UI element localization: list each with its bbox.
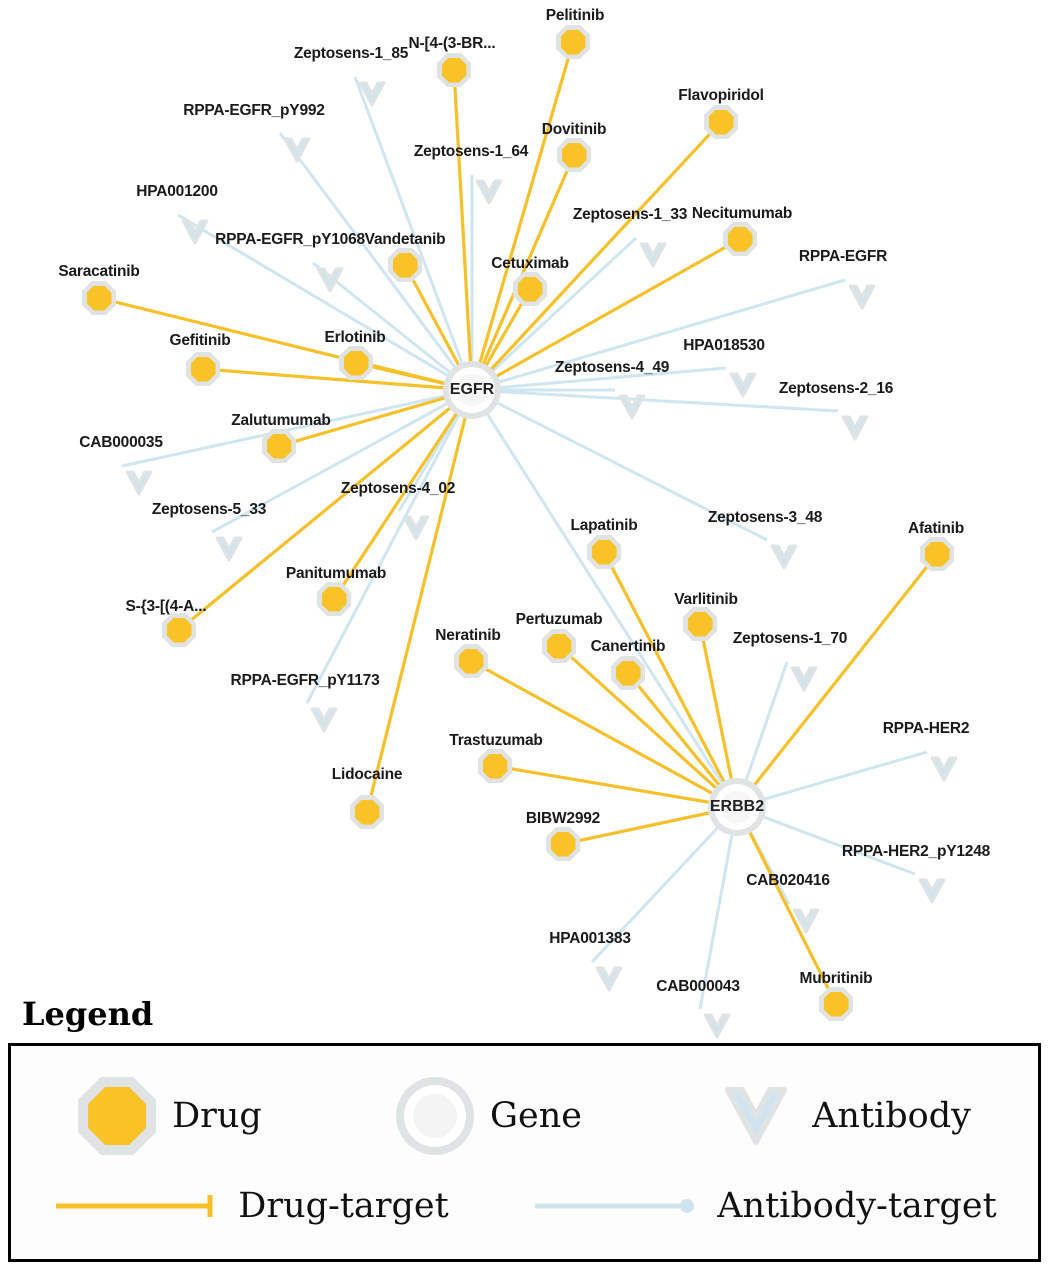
antibody-chevron-icon: [767, 540, 801, 574]
drug-node-label: N-[4-(3-BR...: [408, 35, 496, 52]
drug-node-label: Vandetanib: [364, 231, 446, 248]
antibody-node-label: RPPA-EGFR_pY992: [183, 102, 325, 119]
edge: [737, 554, 937, 807]
antibody-chevron-icon: [927, 752, 961, 786]
antibody-chevron-icon: [399, 511, 433, 545]
drug-node-label: Saracatinib: [58, 263, 140, 280]
drug-node[interactable]: [82, 281, 116, 315]
drug-octagon-icon: [683, 607, 717, 641]
antibody-node-label: HPA001200: [136, 183, 218, 200]
antibody-chevron-icon: [838, 411, 872, 445]
drug-node[interactable]: [388, 248, 422, 282]
drug-node-label: Erlotinib: [324, 329, 386, 346]
drug-octagon-icon: [350, 795, 384, 829]
antibody-node-label: Zeptosens-3_48: [707, 509, 823, 526]
drug-octagon-icon: [437, 53, 471, 87]
drug-node-label: Lapatinib: [570, 517, 638, 534]
antibody-chevron-icon: [313, 263, 347, 297]
antibody-node-label: Zeptosens-5_33: [151, 501, 267, 518]
drug-node-label: Pertuzumab: [515, 611, 603, 628]
drug-octagon-icon: [82, 281, 116, 315]
drug-octagon-icon: [78, 1077, 156, 1155]
antibody-chevron-icon: [915, 874, 949, 908]
antibody-node-label: HPA001383: [549, 930, 631, 947]
antibody-node-label: Zeptosens-1_33: [572, 206, 688, 223]
drug-octagon-icon: [162, 613, 196, 647]
antibody-node-label: CAB000035: [79, 434, 163, 451]
antibody-chevron-icon: [700, 1009, 734, 1043]
drug-octagon-icon: [704, 105, 738, 139]
drug-node[interactable]: [262, 429, 296, 463]
antibody-node-label: RPPA-EGFR: [798, 248, 888, 265]
antibody-node-label: Zeptosens-1_64: [413, 143, 529, 160]
drug-node[interactable]: [437, 53, 471, 87]
drug-octagon-icon: [723, 222, 757, 256]
antibody-chevron-icon: [636, 238, 670, 272]
drug-octagon-icon: [556, 25, 590, 59]
drug-node-label: Canertinib: [590, 638, 666, 655]
antibody-chevron-icon: [212, 532, 246, 566]
drug-node-label: Necitumumab: [691, 205, 793, 222]
antibody-chevron-icon: [355, 77, 389, 111]
drug-octagon-icon: [339, 346, 373, 380]
antibody-node-label: Zeptosens-4_02: [340, 480, 456, 497]
drug-node[interactable]: [920, 537, 954, 571]
drug-node-label: Cetuximab: [491, 255, 569, 272]
drug-octagon-icon: [557, 138, 591, 172]
drug-node[interactable]: [683, 607, 717, 641]
antibody-node-label: RPPA-EGFR_pY1173: [230, 672, 380, 689]
drug-octagon-icon: [920, 537, 954, 571]
gene-circle-icon: [396, 1077, 474, 1155]
drug-node-label: Flavopiridol: [678, 87, 764, 104]
antibody-chevron-icon: [726, 368, 760, 402]
legend-antibody-target-edge: [531, 1186, 996, 1226]
antibody-chevron-icon: [592, 962, 626, 996]
drug-octagon-icon: [262, 429, 296, 463]
drug-node-label: Dovitinib: [541, 121, 607, 138]
drug-node-label: S-{3-[(4-A...: [125, 598, 207, 615]
drug-node-label: Varlitinib: [674, 591, 738, 608]
drug-node-label: Panitumumab: [285, 565, 387, 582]
drug-node[interactable]: [723, 222, 757, 256]
drug-node[interactable]: [454, 644, 488, 678]
antibody-node-label: RPPA-EGFR_pY1068: [215, 231, 365, 248]
drug-node[interactable]: [513, 272, 547, 306]
edge: [280, 133, 472, 390]
antibody-chevron-icon: [280, 133, 314, 167]
antibody-chevron-icon: [178, 215, 212, 249]
drug-node[interactable]: [546, 827, 580, 861]
legend-drug-label: Drug: [172, 1096, 262, 1136]
drug-node[interactable]: [478, 749, 512, 783]
antibody-node-label: HPA018530: [683, 337, 765, 354]
edge: [454, 70, 472, 390]
drug-node-label: BIBW2992: [525, 810, 601, 827]
drug-node-label: Lidocaine: [331, 766, 403, 783]
drug-octagon-icon: [317, 582, 351, 616]
antibody-chevron-icon: [615, 390, 649, 424]
drug-node[interactable]: [162, 613, 196, 647]
drug-node-label: Gefitinib: [169, 332, 231, 349]
legend-antibody: [716, 1076, 971, 1156]
drug-edge-icon: [52, 1191, 222, 1221]
antibody-chevron-icon: [716, 1076, 796, 1156]
drug-node[interactable]: [704, 105, 738, 139]
antibody-chevron-icon: [472, 175, 506, 209]
legend-antibody-label: Antibody: [812, 1096, 971, 1136]
antibody-node-label: RPPA-HER2: [882, 720, 970, 737]
antibody-chevron-icon: [787, 662, 821, 696]
drug-node[interactable]: [186, 352, 220, 386]
antibody-node-label: CAB020416: [746, 872, 830, 889]
antibody-node-label: Zeptosens-1_85: [293, 45, 409, 62]
legend-panel: [8, 1043, 1041, 1262]
antibody-chevron-icon: [122, 466, 156, 500]
legend-drug-target-edge: [52, 1186, 448, 1226]
drug-node-label: Afatinib: [907, 520, 965, 537]
drug-node[interactable]: [339, 346, 373, 380]
antibody-chevron-icon: [307, 703, 341, 737]
drug-octagon-icon: [542, 629, 576, 663]
drug-octagon-icon: [454, 644, 488, 678]
legend-gene-label: Gene: [490, 1096, 582, 1136]
gene-node-label: EGFR: [449, 381, 495, 398]
drug-node-label: Zalutumumab: [231, 412, 331, 429]
drug-node[interactable]: [556, 25, 590, 59]
drug-octagon-icon: [186, 352, 220, 386]
antibody-chevron-icon: [845, 280, 879, 314]
drug-node-label: Mubritinib: [799, 970, 873, 987]
legend-drug-target-label: Drug-target: [238, 1186, 449, 1226]
drug-octagon-icon: [819, 987, 853, 1021]
drug-octagon-icon: [546, 827, 580, 861]
legend-antibody-target-label: Antibody-target: [717, 1186, 997, 1226]
antibody-node-label: Zeptosens-4_49: [554, 359, 670, 376]
antibody-node-label: RPPA-HER2_pY1248: [841, 843, 991, 860]
edge: [307, 390, 472, 703]
legend-gene: [396, 1077, 582, 1155]
antibody-node-label: Zeptosens-2_16: [778, 380, 894, 397]
drug-node[interactable]: [587, 535, 621, 569]
drug-node-label: Pelitinib: [545, 7, 605, 24]
antibody-node-label: CAB000043: [656, 978, 740, 995]
drug-node[interactable]: [542, 629, 576, 663]
legend-title: Legend: [22, 995, 154, 1033]
drug-node-label: Neratinib: [435, 627, 501, 644]
drug-node[interactable]: [819, 987, 853, 1021]
drug-node[interactable]: [557, 138, 591, 172]
gene-node-label: ERBB2: [709, 798, 765, 815]
antibody-edge-icon: [531, 1191, 701, 1221]
antibody-chevron-icon: [789, 904, 823, 938]
drug-node[interactable]: [317, 582, 351, 616]
drug-node-label: Trastuzumab: [449, 732, 543, 749]
legend-drug: [78, 1077, 262, 1155]
drug-octagon-icon: [587, 535, 621, 569]
drug-octagon-icon: [611, 656, 645, 690]
drug-octagon-icon: [388, 248, 422, 282]
drug-octagon-icon: [478, 749, 512, 783]
drug-node[interactable]: [611, 656, 645, 690]
antibody-node-label: Zeptosens-1_70: [732, 630, 848, 647]
drug-octagon-icon: [513, 272, 547, 306]
drug-node[interactable]: [350, 795, 384, 829]
